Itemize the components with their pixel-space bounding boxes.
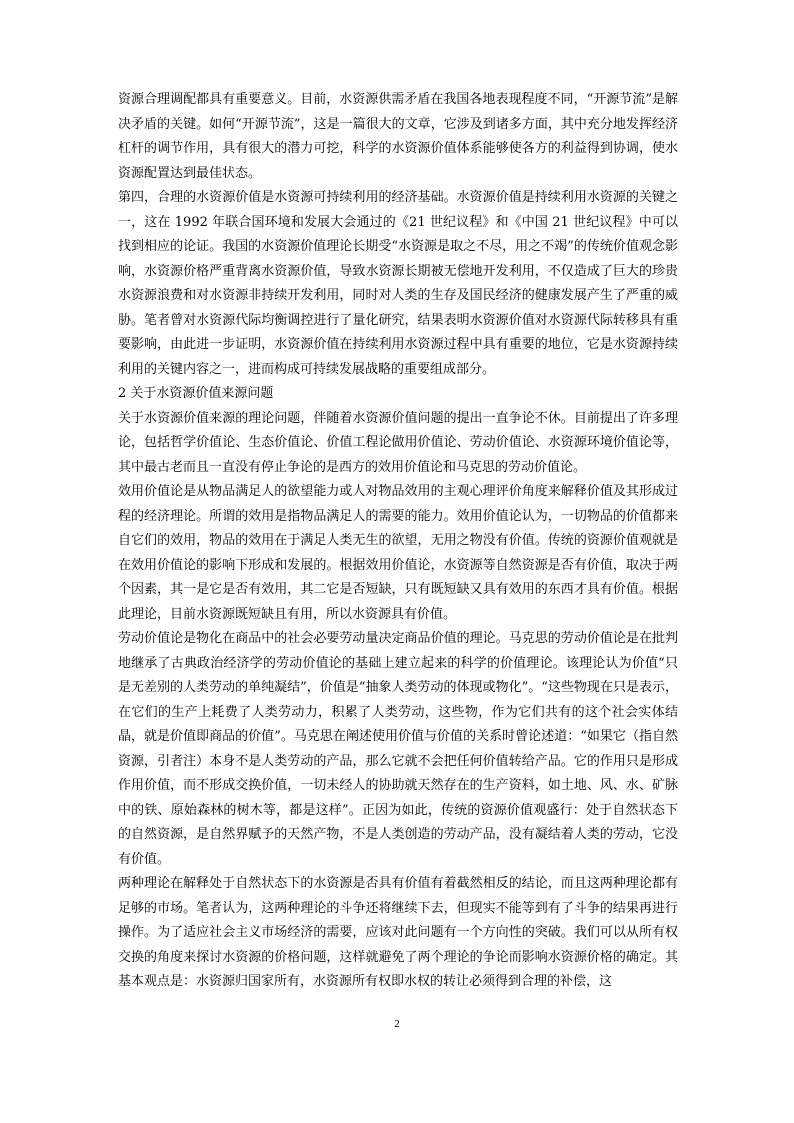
paragraph: 第四，合理的水资源价值是水资源可持续利用的经济基础。水资源价值是持续利用水资源的关键之一，这在 1992 年联合国环境和发展大会通过的《21 世纪议程》和《中国 21 世纪议程》中可以找到相应的论证。我国的水资源价值理论长期受“水资源是取之不尽，用之不竭”的传统价值观念影响，水资源价格严重背离水资源价值，导致水资源长期被无偿地开发利用，不仅造成了巨大的珍贵水资源浪费和对水资源非持续开发利用，同时对人类的生存及国民经济的健康发展产生了严重的威胁。笔者曾对水资源代际均衡调控进行了量化研究，结果表明水资源价值对水资源代际转移具有重要影响，由此进一步证明，水资源价值在持续利用水资源过程中具有重要的地位，它是水资源持续利用的关键内容之一，进而构成可持续发展战略的重要组成部分。 — [118, 190, 678, 377]
paragraph: 劳动价值论是物化在商品中的社会必要劳动量决定商品价值的理论。马克思的劳动价值论是在批判地继承了古典政治经济学的劳动价值论的基础上建立起来的科学的价值理论。该理论认为价值“只是无差别的人类劳动的单纯凝结”，价值是“抽象人类劳动的体现或物化”。“这些物现在只是表示，在它们的生产上耗费了人类劳动力，积累了人类劳动，这些物，作为它们共有的这个社会实体结晶，就是价值即商品的价值”。马克思在阐述使用价值与价值的关系时曾论述道：“如果它（指自然资源，引者注）本身不是人类劳动的产品，那么它就不会把任何价值转给产品。它的作用只是形成作用价值，而不形成交换价值，一切未经人的协助就天然存在的生产资料，如土地、风、水、矿脉中的铁、原始森林的树木等，都是这样”。正因为如此，传统的资源价值观盛行：处于自然状态下的自然资源，是自然界赋予的天然产物，不是人类创造的劳动产品，没有凝结着人类的劳动，它没有价值。 — [118, 631, 678, 867]
paragraph: 效用价值论是从物品满足人的欲望能力或人对物品效用的主观心理评价角度来解释价值及其形成过程的经济理论。所谓的效用是指物品满足人的需要的能力。效用价值论认为，一切物品的价值都来自它们的效用，物品的效用在于满足人类无生的欲望，无用之物没有价值。传统的资源价值观就是在效用价值论的影响下形成和发展的。根据效用价值论，水资源等自然资源是否有价值，取决于两个因素，其一是它是否有效用，其二它是否短缺，只有既短缺又具有效用的东西才具有价值。根据此理论，目前水资源既短缺且有用，所以水资源具有价值。 — [118, 484, 678, 622]
paragraph: 两种理论在解释处于自然状态下的水资源是否具有价值有着截然相反的结论，而且这两种理论都有足够的市场。笔者认为，这两种理论的斗争还将继续下去，但现实不能等到有了斗争的结果再进行操作。为了适应社会主义市场经济的需要，应该对此问题有一个方向性的突破。我们可以从所有权交换的角度来探讨水资源的价格问题，这样就避免了两个理论的争论而影响水资源价格的确定。其基本观点是：水资源归国家所有，水资源所有权即水权的转让必须得到合理的补偿，这 — [118, 876, 678, 989]
page-number: 2 — [394, 1018, 400, 1030]
document-body — [118, 88, 678, 995]
paragraph: 关于水资源价值来源的理论问题，伴随着水资源价值问题的提出一直争论不休。目前提出了许多理论，包括哲学价值论、生态价值论、价值工程论做用价值论、劳动价值论、水资源环境价值论等，其中最古老而且一直没有停止争论的是西方的效用价值论和马克思的劳动价值论。 — [118, 410, 678, 475]
section-heading: 2 关于水资源价值来源问题 — [118, 386, 274, 401]
paragraph: 资源合理调配都具有重要意义。目前，水资源供需矛盾在我国各地表现程度不同，“开源节流”是解决矛盾的关键。如何“开源节流”，这是一篇很大的文章，它涉及到诸多方面，其中充分地发挥经济杠杆的调节作用，具有很大的潜力可挖，科学的水资源价值体系能够使各方的利益得到协调，使水资源配置达到最佳状态。 — [118, 92, 678, 181]
